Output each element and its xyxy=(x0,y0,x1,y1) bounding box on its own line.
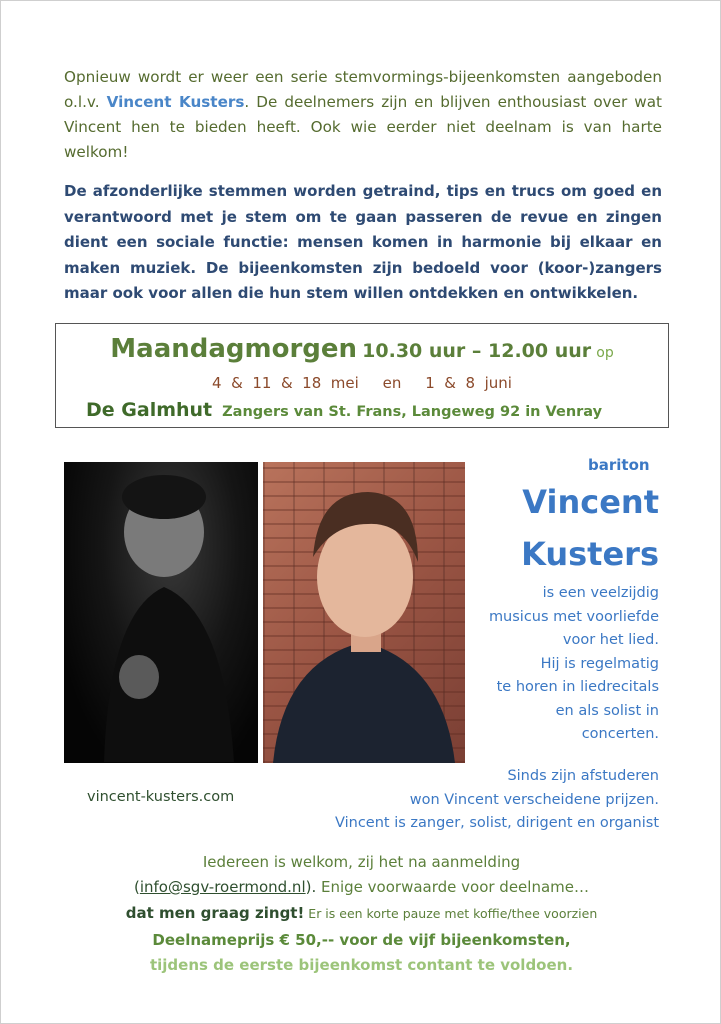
welcome-line: Iedereen is welkom, zij het na aanmelding xyxy=(202,853,521,871)
schedule-venue: De Galmhut xyxy=(86,399,213,421)
bio-line: Hij is regelmatig xyxy=(540,655,659,672)
schedule-address: Zangers van St. Frans, Langeweg 92 in Venray xyxy=(222,404,603,420)
email-link[interactable]: info@sgv-roermond.nl xyxy=(139,878,306,896)
requirement-text: Enige voorwaarde voor deelname… xyxy=(316,878,589,896)
website-link[interactable]: vincent-kusters.com xyxy=(87,789,235,805)
portrait-photo-brick xyxy=(263,462,465,763)
bio-extra-line: Vincent is zanger, solist, dirigent en organist xyxy=(335,815,659,831)
price-line: Deelnameprijs € 50,-- voor de vijf bijeenkomsten, xyxy=(152,931,571,949)
artist-bio xyxy=(469,582,659,747)
registration-line xyxy=(1,878,721,896)
schedule-box xyxy=(55,323,669,428)
schedule-time-line xyxy=(56,334,668,364)
bio-extra-line: Sinds zijn afstuderen xyxy=(507,768,659,784)
intro-paragraph xyxy=(64,65,662,165)
singing-line xyxy=(1,904,721,922)
schedule-location-line xyxy=(86,399,602,421)
bio-line: voor het lied. xyxy=(562,632,659,648)
intro-teacher-name: Vincent Kusters xyxy=(106,93,245,111)
artist-bio-extra xyxy=(279,765,659,836)
bio-line: musicus met voorliefde xyxy=(488,608,659,625)
artist-last-name: Kusters xyxy=(521,535,659,573)
bio-line: concerten. xyxy=(581,726,659,742)
voice-type: bariton xyxy=(588,456,650,474)
schedule-day: Maandagmorgen xyxy=(110,334,358,364)
bio-line: en als solist in xyxy=(555,702,659,719)
bio-line: is een veelzijdig xyxy=(542,585,659,601)
bio-line: te horen in liedrecitals xyxy=(496,679,659,695)
schedule-time: 10.30 uur – 12.00 uur xyxy=(362,340,592,362)
artist-first-name: Vincent xyxy=(522,483,659,521)
break-note: Er is een korte pauze met koffie/thee voorzien xyxy=(304,906,598,921)
close-paren: ). xyxy=(305,878,317,896)
bio-extra-line: won Vincent verscheidene prijzen. xyxy=(409,791,659,808)
payment-line: tijdens de eerste bijeenkomst contant te voldoen. xyxy=(149,956,574,974)
exclamation: ! xyxy=(297,904,305,922)
description-paragraph: De afzonderlijke stemmen worden getraind, tips en trucs om goed en verantwoord met je stem om te gaan passeren de revue en zingen dient een sociale functie: mensen komen in harmonie bij elkaar en maken muziek. De bijeenkomsten zijn bedoeld voor (koor-)zangers maar ook voor allen die hun stem willen ontdekken en ontwikkelen. xyxy=(64,182,662,302)
schedule-dates: 4 & 11 & 18 mei en 1 & 8 juni xyxy=(212,374,512,392)
intro-text-after: . De deelnemers zijn en blijven enthousiast over wat Vincent hen te bieden heeft. Ook wie eerder niet deelnam is van harte welkom! xyxy=(64,93,662,161)
open-paren: ( xyxy=(133,878,140,896)
schedule-op: op xyxy=(596,345,614,361)
portrait-photo-dark xyxy=(64,462,258,763)
intro-text-before: Opnieuw wordt er weer een serie stemvormings-bijeenkomsten aangeboden o.l.v. xyxy=(64,68,662,111)
singing-requirement: dat men graag zingt xyxy=(125,904,298,922)
